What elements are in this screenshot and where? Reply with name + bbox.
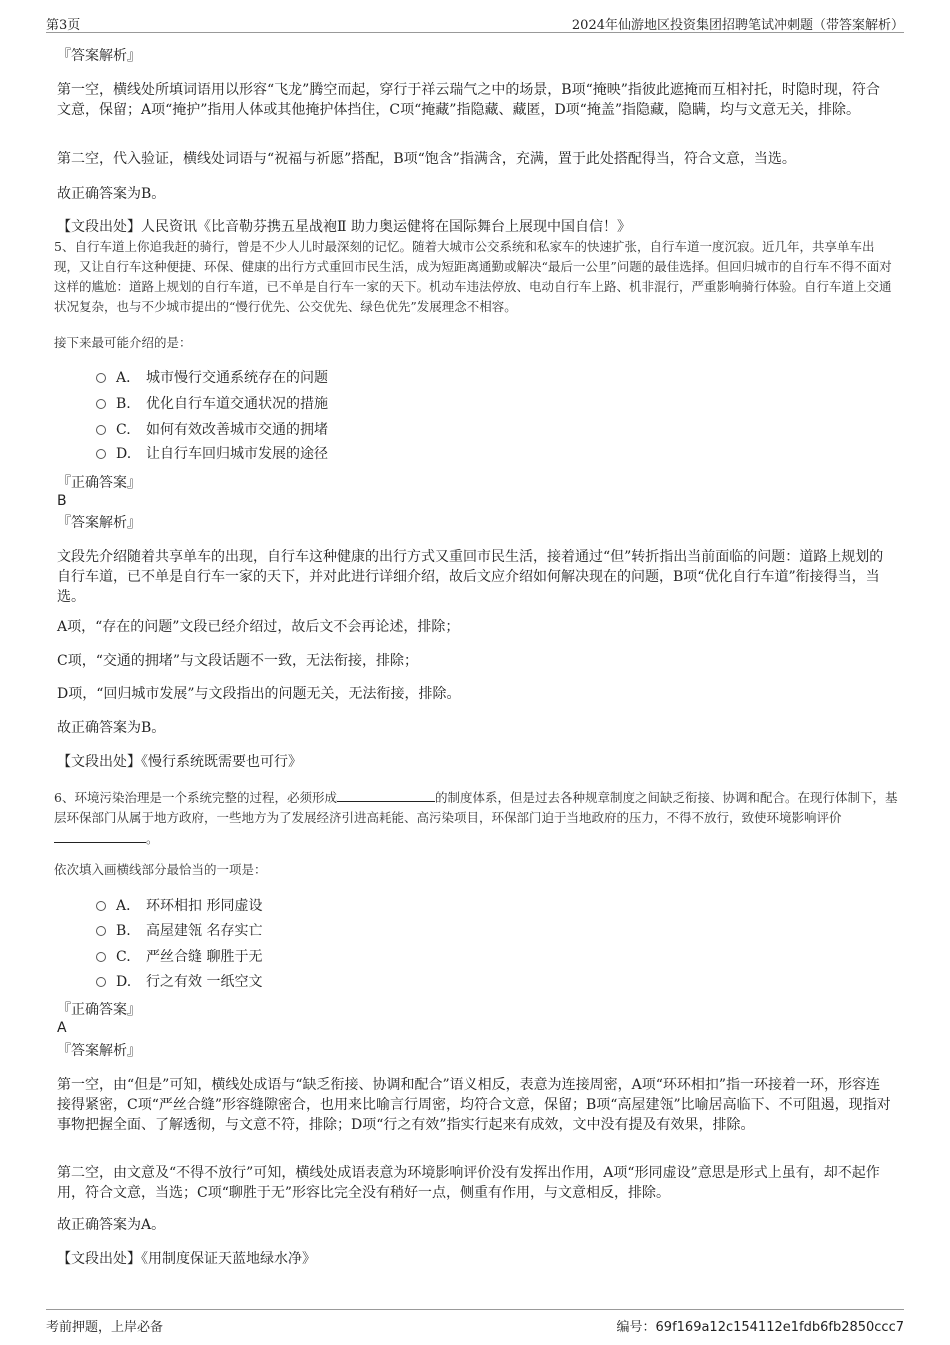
radio-icon[interactable] [96, 952, 106, 962]
q6-prompt: 依次填入画横线部分最恰当的一项是： [54, 862, 267, 877]
option-text: 高屋建瓴 名存实亡 [146, 923, 263, 939]
q5-option-a[interactable] [96, 367, 328, 389]
option-text: 如何有效改善城市交通的拥堵 [146, 422, 328, 438]
page-footer [46, 1309, 904, 1336]
q5-analysis-p2: A项，“存在的问题”文段已经介绍过，故后文不会再论述，排除； [57, 619, 460, 635]
option-letter: A． [116, 898, 141, 914]
footer-slogan: 考前押题，上岸必备 [46, 1320, 164, 1335]
q5-analysis-p3: C项，“交通的拥堵”与文段话题不一致，无法衔接，排除； [57, 653, 419, 669]
q5-option-c[interactable] [96, 419, 328, 441]
prev-source: 【文段出处】人民资讯《比音勒芬携五星战袍Ⅱ 助力奥运健将在国际舞台上展现中国自信！》 [57, 219, 631, 235]
q6-option-b[interactable] [96, 920, 262, 942]
q5-analysis-p4: D项，“回归城市发展”与文段指出的问题无关，无法衔接，排除。 [57, 686, 461, 702]
q6-option-d[interactable] [96, 971, 262, 993]
radio-icon[interactable] [96, 926, 106, 936]
option-text: 行之有效 一纸空文 [146, 974, 263, 990]
prev-analysis-label: 『答案解析』 [57, 48, 141, 64]
option-text: 优化自行车道交通状况的措施 [146, 396, 328, 412]
prev-analysis-p1: 第一空，横线处所填词语用以形容“飞龙”腾空而起，穿行于祥云瑞气之中的场景，B项“掩映”指彼此遮掩而互相衬托，时隐时现，符合文意，保留；A项“掩护”指用人体或其他掩护体挡住，C项“掩藏”指隐藏、藏匿，D项“掩盖”指隐藏，隐瞒，均与文意无关，排除。 [57, 82, 880, 118]
radio-icon[interactable] [96, 977, 106, 987]
option-text: 城市慢行交通系统存在的问题 [146, 370, 328, 386]
prev-analysis-p2: 第二空，代入验证，横线处词语与“祝福与祈愿”搭配，B项“饱含”指满含，充满，置于此处搭配得当，符合文意，当选。 [57, 151, 796, 167]
q6-source: 【文段出处】《用制度保证天蓝地绿水净》 [57, 1251, 316, 1267]
option-letter: C. [116, 422, 131, 438]
q6-correct-answer: A [57, 1020, 67, 1036]
option-text: 环环相扣 形同虚设 [146, 898, 263, 914]
option-text: 严丝合缝 聊胜于无 [146, 949, 263, 965]
option-letter: B. [116, 923, 131, 939]
q5-option-b[interactable] [96, 393, 328, 415]
q5-conclusion: 故正确答案为B。 [57, 720, 166, 736]
radio-icon[interactable] [96, 425, 106, 435]
page-number: 第3页 [46, 18, 81, 33]
q6-text: 6、环境污染治理是一个系统完整的过程，必须形成 的制度体系，但是过去各种规章制度之间缺乏衔接、协调和配合。在现行体制下，基层环保部门从属于地方政府，一些地方为了发展经济引进高耗能、高污染项目，环保部门迫于当地政府的压力，不得不放行，致使环境影响评价。 [54, 787, 898, 849]
q5-prompt: 接下来最可能介绍的是： [54, 335, 192, 350]
q6-analysis-p1: 第一空，由“但是”可知，横线处成语与“缺乏衔接、协调和配合”语义相反，表意为连接周密，A项“环环相扣”指一环接着一环，形容连接得紧密，C项“严丝合缝”形容缝隙密合，也用来比喻言行周密，均符合文意，保留；B项“高屋建瓴”比喻居高临下、不可阻遏，现指对事物把握全面、了解透彻，与文意不符，排除；D项“行之有效”指实行起来有成效，文中没有提及有效果，排除。 [57, 1077, 891, 1133]
q5-option-d[interactable] [96, 443, 328, 465]
document-title: 2024年仙游地区投资集团招聘笔试冲刺题（带答案解析） [571, 18, 904, 33]
option-letter: D. [116, 446, 132, 462]
page-header [46, 10, 904, 33]
radio-icon[interactable] [96, 901, 106, 911]
option-letter: C. [116, 949, 131, 965]
q6-analysis-label: 『答案解析』 [57, 1043, 141, 1059]
option-letter: D. [116, 974, 132, 990]
q6-option-c[interactable] [96, 946, 262, 968]
fill-blank-2 [54, 828, 146, 843]
q5-source: 【文段出处】《慢行系统既需要也可行》 [57, 754, 302, 770]
radio-icon[interactable] [96, 373, 106, 383]
fill-blank-1 [337, 787, 435, 802]
option-text: 让自行车回归城市发展的途径 [146, 446, 328, 462]
option-letter: A． [116, 370, 141, 386]
q6-conclusion: 故正确答案为A。 [57, 1217, 166, 1233]
radio-icon[interactable] [96, 449, 106, 459]
q5-analysis-label: 『答案解析』 [57, 515, 141, 531]
q5-correct-label: 『正确答案』 [57, 475, 141, 491]
document-code: 编号：69f169a12c154112e1fdb6fb2850ccc7 [616, 1320, 904, 1335]
prev-conclusion: 故正确答案为B。 [57, 186, 166, 202]
q6-analysis-p2: 第二空，由文意及“不得不放行”可知，横线处成语表意为环境影响评价没有发挥出作用，A项“形同虚设”意思是形式上虽有，却不起作用，符合文意，当选；C项“聊胜于无”形容比完全没有稍好一点，侧重有作用，与文意相反，排除。 [57, 1165, 880, 1201]
q5-correct-answer: B [57, 493, 67, 509]
q6-option-a[interactable] [96, 895, 262, 917]
q5-text: 5、自行车道上你追我赶的骑行，曾是不少人儿时最深刻的记忆。随着大城市公交系统和私家车的快速扩张，自行车道一度沉寂。近几年，共享单车出现，又让自行车这种便捷、环保、健康的出行方式重回市民生活，成为短距离通勤或解决“最后一公里”问题的最佳选择。但回归城市的自行车不得不面对这样的尴尬：道路上规划的自行车道，已不单是自行车一家的天下。机动车违法停放、电动自行车上路、机非混行，严重影响骑行体验。自行车道上交通状况复杂，也与不少城市提出的“慢行优先、公交优先、绿色优先”发展理念不相容。 [54, 239, 892, 314]
option-letter: B. [116, 396, 131, 412]
radio-icon[interactable] [96, 399, 106, 409]
q5-analysis-p1: 文段先介绍随着共享单车的出现，自行车这种健康的出行方式又重回市民生活，接着通过“但”转折指出当前面临的问题：道路上规划的自行车道，已不单是自行车一家的天下，并对此进行详细介绍，故后文应介绍如何解决现在的问题，B项“优化自行车道”衔接得当，当选。 [57, 549, 884, 605]
q6-correct-label: 『正确答案』 [57, 1002, 141, 1018]
